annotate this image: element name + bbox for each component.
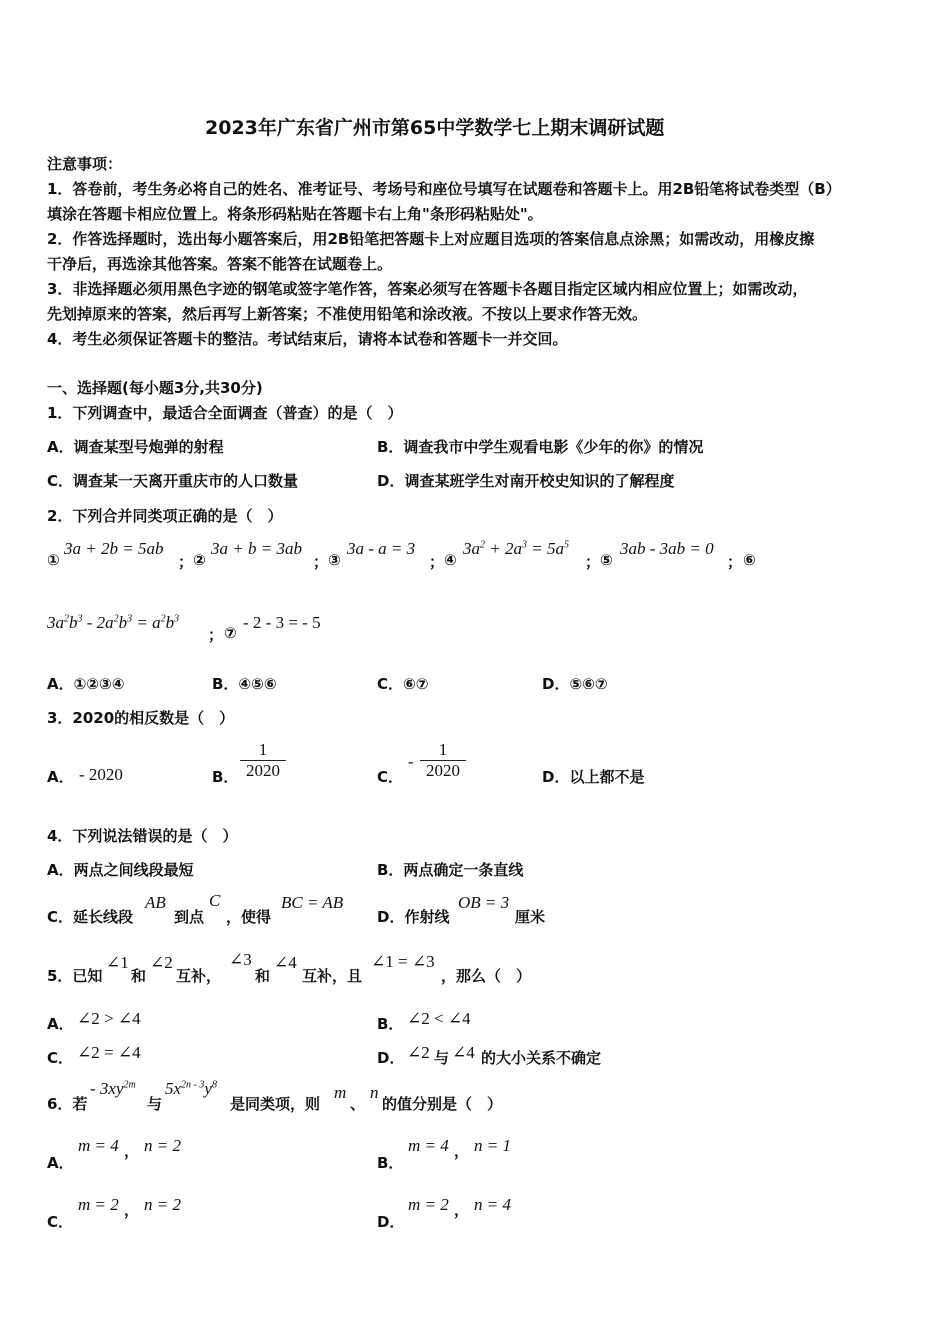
question-5-text: ，那么（ ） [441,967,532,985]
q4-option-c-text: C．延长线段 [47,908,134,926]
separator: ； [178,553,194,571]
angle-2: ∠2 [150,953,173,972]
question-5-text: 互补，且 [302,967,363,985]
item-number: ① [47,551,60,569]
q6-option-b-m: m = 4 [408,1136,449,1155]
angle-3: ∠3 [229,950,252,969]
item-number: ④ [444,551,457,569]
q4-option-b: B．两点确定一条直线 [377,861,524,879]
term-2: $5x^{2n - 3}y^8$ [165,1079,217,1098]
q5-option-a-value: ∠2 > ∠4 [77,1009,141,1028]
q3-option-c-sign: - [408,752,414,771]
expression-6: $3a^2b^3 - 2a^2b^3 = a^2b^3$ [47,613,180,632]
q2-option-a: A．①②③④ [47,675,125,693]
q6-option-b-n: n = 1 [474,1136,511,1155]
notice-heading: 注意事项： [47,155,123,173]
q6-option-a-label: A． [47,1154,74,1172]
q3-option-a-label: A． [47,768,74,786]
q6-option-a-n: n = 2 [144,1136,181,1155]
question-6-text: 与 [147,1095,163,1113]
q4-option-d-equation: OB = 3 [458,893,510,912]
q4-option-c-equation: BC = AB [281,893,344,912]
notice-line: 1．答卷前，考生务必将自己的姓名、准考证号、考场号和座位号填写在试题卷和答题卡上。用2B铅笔将试卷类型（B） [47,180,841,198]
separator: ， [454,1201,470,1219]
expression-2: 3a + b = 3ab [211,539,302,558]
q5-option-d-angle: ∠4 [452,1043,475,1062]
q3-option-c-fraction: 1 2020 [420,740,466,781]
q5-option-b-label: B． [377,1015,404,1033]
expression-1: 3a + 2b = 5ab [64,539,164,558]
question-6-text: 6．若 [47,1095,88,1113]
q5-option-c-value: ∠2 = ∠4 [77,1043,141,1062]
question-5-text: 和 [255,967,271,985]
term-1: - $3xy^{2m}$ [90,1079,136,1098]
q3-option-b-label: B． [212,768,239,786]
angle-4: ∠4 [274,953,297,972]
notice-line: 填涂在答题卡相应位置上。将条形码粘贴在答题卡右上角"条形码粘贴处"。 [47,205,543,223]
q1-option-a: A．调查某型号炮弹的射程 [47,438,224,456]
separator: ， [124,1201,140,1219]
notice-line: 3．非选择题必须用黑色字迹的钢笔或签字笔作答，答案必须写在答题卡各题目指定区域内相应位置上；如需改动， [47,280,808,298]
q4-option-a: A．两点之间线段最短 [47,861,194,879]
q6-option-a-m: m = 4 [78,1136,119,1155]
q6-option-c-n: n = 2 [144,1195,181,1214]
q6-option-d-label: D． [377,1213,405,1231]
q6-option-c-m: m = 2 [78,1195,119,1214]
expression-4: $3a^2 + 2a^3 = 5a^5$ [463,539,569,558]
q5-option-d-text: 与 [434,1049,450,1067]
notice-line: 2．作答选择题时，选出每小题答案后，用2B铅笔把答题卡上对应题目选项的答案信息点涂黑；如需改动，用橡皮擦 [47,230,815,248]
q1-option-b: B．调查我市中学生观看电影《少年的你》的情况 [377,438,704,456]
q5-option-d-angle: ∠2 [407,1043,430,1062]
q4-option-c-ab: AB [145,893,166,912]
expression-3: 3a - a = 3 [347,539,416,558]
expression-7: - 2 - 3 = - 5 [243,613,321,632]
q6-option-c-label: C． [47,1213,74,1231]
q2-option-d: D．⑤⑥⑦ [542,675,608,693]
q4-option-c-text: ，使得 [226,908,272,926]
q4-option-c-text: 到点 [174,908,205,926]
notice-line: 干净后，再选涂其他答案。答案不能答在试题卷上。 [47,255,393,273]
q3-option-b-fraction: 1 2020 [240,740,286,781]
q3-option-d: D．以上都不是 [542,768,645,786]
separator: ； [429,553,445,571]
separator: ， [124,1142,140,1160]
q5-option-b-value: ∠2 < ∠4 [407,1009,471,1028]
q6-option-d-n: n = 4 [474,1195,511,1214]
question-6-text: 是同类项，则 [230,1095,321,1113]
separator: ； [585,553,601,571]
q5-option-d-label: D． [377,1049,405,1067]
item-number: ⑦ [224,624,237,642]
separator: ， [454,1142,470,1160]
q6-option-b-label: B． [377,1154,404,1172]
question-4-stem: 4．下列说法错误的是（ ） [47,827,238,845]
item-number: ⑥ [743,551,756,569]
separator: ； [208,626,224,644]
variable-m: m [334,1083,347,1102]
q5-option-c-label: C． [47,1049,74,1067]
q4-option-d-text: 厘米 [515,908,546,926]
question-2-stem: 2．下列合并同类项正确的是（ ） [47,507,283,525]
q2-option-b: B．④⑤⑥ [212,675,277,693]
q3-option-a-value: - 2020 [79,765,123,784]
q5-option-a-label: A． [47,1015,74,1033]
q6-option-d-m: m = 2 [408,1195,449,1214]
q3-option-c-label: C． [377,768,404,786]
item-number: ② [193,551,206,569]
q1-option-c: C．调查某一天离开重庆市的人口数量 [47,472,299,490]
notice-line: 先划掉原来的答案，然后再写上新答案；不准使用铅笔和涂改液。不按以上要求作答无效。 [47,305,648,323]
question-1-stem: 1．下列调查中，最适合全面调查（普查）的是（ ） [47,404,403,422]
q2-option-c: C．⑥⑦ [377,675,429,693]
q4-option-d-text: D．作射线 [377,908,450,926]
q1-option-d: D．调查某班学生对南开校史知识的了解程度 [377,472,675,490]
question-5-text: 5．已知 [47,967,103,985]
question-3-stem: 3．2020的相反数是（ ） [47,709,235,727]
section-heading: 一、选择题(每小题3分,共30分) [47,379,263,397]
item-number: ⑤ [600,551,613,569]
question-6-text: 的值分别是（ ） [382,1095,503,1113]
page-title: 2023年广东省广州市第65中学数学七上期末调研试题 [205,117,665,139]
separator: ； [313,553,329,571]
angle-1: ∠1 [106,953,129,972]
question-5-text: 和 [131,967,147,985]
angle-equation: ∠1 = ∠3 [371,952,435,971]
item-number: ③ [328,551,341,569]
q5-option-d-text: 的大小关系不确定 [481,1049,602,1067]
q4-option-c-point: C [209,891,221,910]
separator: ； [727,553,743,571]
notice-line: 4．考生必须保证答题卡的整洁。考试结束后，请将本试卷和答题卡一并交回。 [47,330,568,348]
variable-n: n [370,1083,379,1102]
question-6-text: 、 [350,1095,366,1113]
expression-5: 3ab - 3ab = 0 [620,539,714,558]
question-5-text: 互补， [176,967,222,985]
